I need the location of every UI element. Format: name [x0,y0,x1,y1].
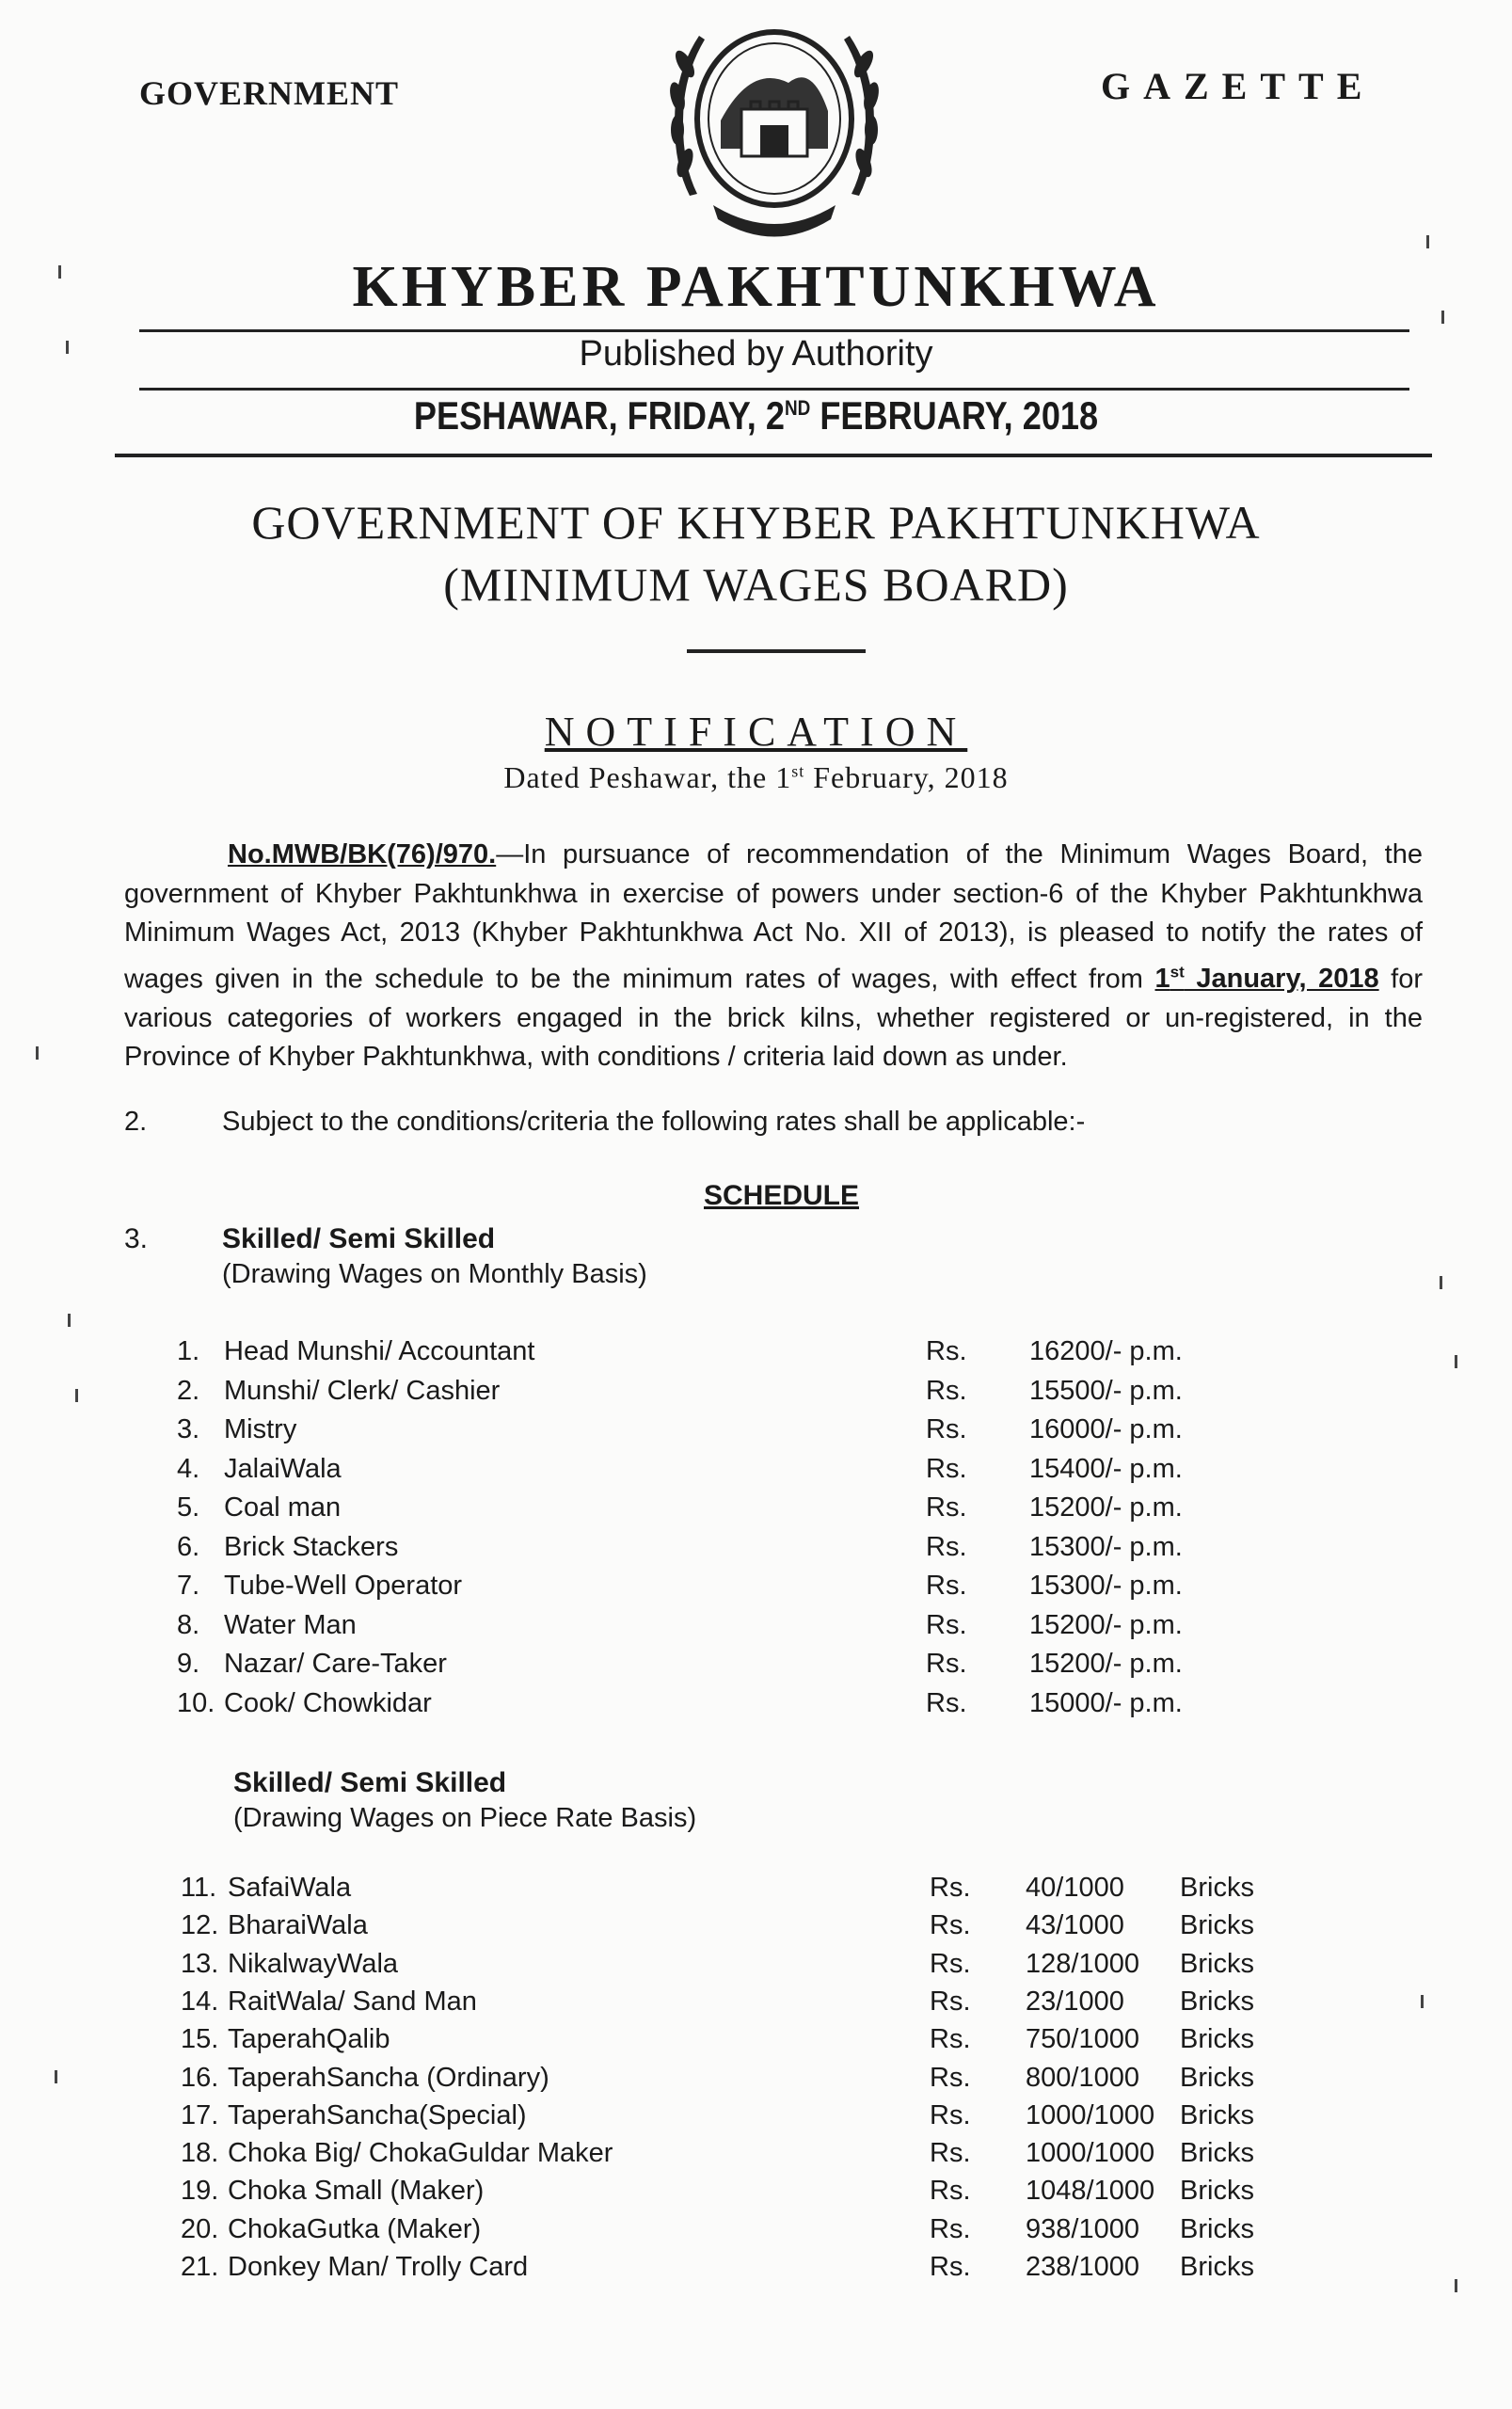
wage-row-unit: Bricks [1180,1986,1254,2017]
wage-row-category: ChokaGutka (Maker) [228,2213,482,2244]
notification-date: Dated Peshawar, the 1st February, 2018 [503,760,1009,794]
wage-row-number: 5. [177,1492,200,1523]
wage-row-amount: 1048/1000 [1026,2176,1155,2207]
wage-row-currency: Rs. [926,1531,967,1562]
wage-row-category: SafaiWala [228,1873,352,1903]
wage-row-amount: 16200/- p.m. [1029,1336,1183,1366]
wage-row-unit: Bricks [1180,1910,1254,1941]
gazette-dateline: PESHAWAR, FRIDAY, 2ND FEBRUARY, 2018 [413,393,1099,438]
notification-title: NOTIFICATION [544,709,968,755]
wage-row-amount: 238/1000 [1026,2252,1139,2282]
wage-row-number: 10. [177,1687,215,1718]
wage-row-unit: Bricks [1180,2024,1254,2055]
wage-row-unit: Bricks [1180,1873,1254,1903]
wage-row [177,1414,1306,1452]
wage-row-category: Cook/ Chowkidar [224,1687,432,1718]
wage-row [181,1986,1310,2024]
wage-row-category: Water Man [224,1609,357,1640]
wage-row-number: 16. [181,2062,219,2093]
wage-row-currency: Rs. [930,2176,971,2207]
wage-row-category: Choka Big/ ChokaGuldar Maker [228,2138,613,2169]
wage-row-currency: Rs. [926,1571,967,1601]
wage-row-number: 21. [181,2252,219,2282]
wage-row-amount: 23/1000 [1026,1986,1124,2017]
wage-row-currency: Rs. [930,1948,971,1979]
wage-row [181,2063,1310,2100]
wage-row-currency: Rs. [926,1414,967,1444]
wage-row-currency: Rs. [926,1687,967,1718]
wage-row-number: 9. [177,1649,200,1679]
wage-row-currency: Rs. [926,1649,967,1679]
wage-row-amount: 15300/- p.m. [1029,1571,1183,1601]
wage-row-number: 3. [177,1414,200,1444]
wage-row-category: BharaiWala [228,1910,368,1941]
wage-row [177,1688,1306,1726]
wage-row-amount: 1000/1000 [1026,2138,1155,2169]
wage-row-number: 12. [181,1910,219,1941]
wage-row [181,2176,1310,2213]
wage-row-amount: 15200/- p.m. [1029,1649,1183,1679]
wage-row-category: Choka Small (Maker) [228,2176,485,2207]
notification-reference: No.MWB/BK(76)/970. [228,839,497,869]
wage-row [181,2252,1310,2289]
wage-row-number: 4. [177,1453,200,1484]
wage-row-amount: 15000/- p.m. [1029,1687,1183,1718]
section-piece-rate-header: Skilled/ Semi Skilled (Drawing Wages on Piece Rate Basis) [233,1767,697,1833]
wage-row-number: 19. [181,2176,219,2207]
wage-row-number: 7. [177,1571,200,1601]
wage-row-amount: 938/1000 [1026,2213,1139,2244]
heading-divider [687,649,866,653]
effective-date: 1st January, 2018 [1154,963,1379,995]
paragraph-2: 2. Subject to the conditions/criteria the following rates shall be applicable:- [124,1107,1086,1137]
dateline-rule [115,454,1432,457]
wage-row-currency: Rs. [930,2138,971,2169]
wage-row-number: 20. [181,2213,219,2244]
wage-row [177,1336,1306,1374]
wage-row-amount: 750/1000 [1026,2024,1139,2055]
notification-paragraph: No.MWB/BK(76)/970.—In pursuance of recommendation of the Minimum Wages Board, the government of Khyber Pakhtunkhwa in exercise of powers under section-6 of the Khyber Pakhtunkhwa Minimum Wages Act, 2013 (Khyber Pakhtunkhwa Act No. XII of 2013), is pleased to notify the rates of wages given in the schedule to be the minimum rates of wages, with effect from 1st January, 2018 for various categories of workers engaged in the brick kilns, whether registered or un-registered, in the Province of Khyber Pakhtunkhwa, with conditions / criteria laid down as under. [124,839,1424,1073]
wage-row-number: 2. [177,1375,200,1406]
wage-row-amount: 1000/1000 [1026,2099,1155,2130]
gazette-header-right: GAZETTE [1101,65,1376,107]
wage-row-category: Tube-Well Operator [224,1571,463,1601]
wage-row-unit: Bricks [1180,1948,1254,1979]
wage-row-amount: 16000/- p.m. [1029,1414,1183,1444]
wage-row-amount: 40/1000 [1026,1873,1124,1903]
wage-row-category: TaperahSancha (Ordinary) [228,2062,549,2093]
published-by-authority: Published by Authority [579,334,933,374]
wage-row-category: Mistry [224,1414,297,1444]
wage-row-unit: Bricks [1180,2213,1254,2244]
wage-row-unit: Bricks [1180,2138,1254,2169]
government-emblem-icon [647,8,901,247]
wage-row [177,1454,1306,1492]
wage-row-currency: Rs. [930,2062,971,2093]
wage-row-number: 8. [177,1609,200,1640]
government-heading: GOVERNMENT OF KHYBER PAKHTUNKHWA (MINIMUM WAGES BOARD) [251,496,1261,611]
wage-row-number: 17. [181,2099,219,2130]
wage-row-category: Donkey Man/ Trolly Card [228,2252,529,2282]
wage-row [177,1532,1306,1570]
wage-row-currency: Rs. [926,1492,967,1523]
wage-row-currency: Rs. [926,1453,967,1484]
wage-row-amount: 15200/- p.m. [1029,1492,1183,1523]
published-rule [139,388,1409,391]
wage-row [181,2024,1310,2062]
wage-row-amount: 43/1000 [1026,1910,1124,1941]
wage-row [177,1376,1306,1413]
wage-row [177,1649,1306,1686]
gazette-title: KHYBER PAKHTUNKHWA [352,255,1160,319]
wage-row-unit: Bricks [1180,2099,1254,2130]
wage-row-category: Head Munshi/ Accountant [224,1336,535,1366]
wage-row-currency: Rs. [926,1336,967,1366]
wage-row [181,1910,1310,1948]
wage-row-currency: Rs. [930,2024,971,2055]
wage-row-currency: Rs. [930,1986,971,2017]
wage-row [177,1610,1306,1648]
wage-row-amount: 15400/- p.m. [1029,1453,1183,1484]
wage-row-currency: Rs. [930,2252,971,2282]
wage-row-number: 15. [181,2024,219,2055]
wage-row-currency: Rs. [930,1910,971,1941]
wage-row-category: Brick Stackers [224,1531,399,1562]
wage-row-unit: Bricks [1180,2176,1254,2207]
wage-row-category: TaperahSancha(Special) [228,2099,527,2130]
schedule-heading: SCHEDULE [704,1180,860,1211]
wage-row [181,2138,1310,2176]
wage-row-amount: 128/1000 [1026,1948,1139,1979]
wage-row [181,2100,1310,2138]
wage-row-unit: Bricks [1180,2252,1254,2282]
wage-row-number: 6. [177,1531,200,1562]
wage-row-number: 14. [181,1986,219,2017]
wage-row [177,1492,1306,1530]
gazette-header-left: GOVERNMENT [139,74,400,112]
wage-row-currency: Rs. [930,2099,971,2130]
wage-row-number: 13. [181,1948,219,1979]
wage-row [177,1571,1306,1608]
wage-row [181,2214,1310,2252]
wage-row-category: JalaiWala [224,1453,342,1484]
wage-row-currency: Rs. [930,2213,971,2244]
title-rule [139,329,1409,332]
wage-row-number: 11. [181,1873,217,1903]
wage-row-amount: 15200/- p.m. [1029,1609,1183,1640]
wage-row-amount: 15500/- p.m. [1029,1375,1183,1406]
wage-row [181,1949,1310,1986]
wage-row-number: 18. [181,2138,219,2169]
wage-row-category: TaperahQalib [228,2024,390,2055]
wage-row-number: 1. [177,1336,200,1366]
wage-row-category: Munshi/ Clerk/ Cashier [224,1375,501,1406]
wage-row-unit: Bricks [1180,2062,1254,2093]
wage-row-category: Nazar/ Care-Taker [224,1649,447,1679]
wage-row-currency: Rs. [926,1375,967,1406]
wage-row-category: RaitWala/ Sand Man [228,1986,477,2017]
section-monthly-header: 3. Skilled/ Semi Skilled (Drawing Wages on Monthly Basis) [124,1223,647,1289]
wage-row-currency: Rs. [926,1609,967,1640]
wage-row-amount: 15300/- p.m. [1029,1531,1183,1562]
wage-row-category: NikalwayWala [228,1948,399,1979]
wage-row [181,1873,1310,1910]
wage-row-category: Coal man [224,1492,342,1523]
wage-row-amount: 800/1000 [1026,2062,1139,2093]
wage-row-currency: Rs. [930,1873,971,1903]
